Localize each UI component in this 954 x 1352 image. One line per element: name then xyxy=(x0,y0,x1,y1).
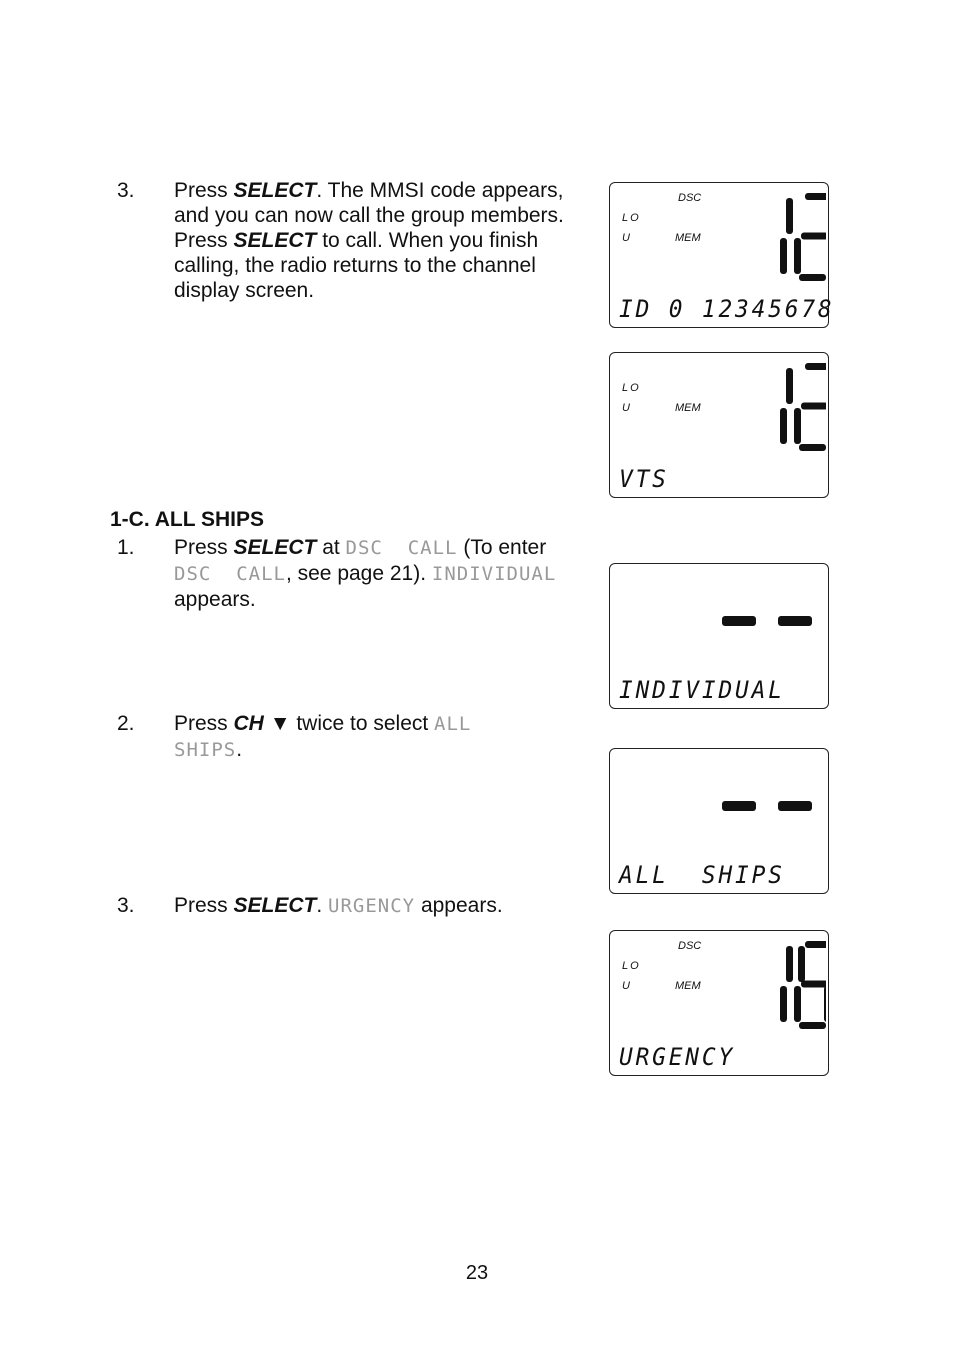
segment-d xyxy=(799,444,826,451)
step-number: 1. xyxy=(117,536,135,559)
text: Press xyxy=(174,712,234,735)
step-text xyxy=(174,178,584,303)
select-keyword: SELECT xyxy=(233,179,317,202)
segment-b xyxy=(786,368,793,404)
step-text xyxy=(174,711,514,763)
select-keyword: SELECT xyxy=(233,536,317,559)
segment-e xyxy=(794,238,801,274)
segment-b xyxy=(786,946,793,982)
ch-keyword: CH xyxy=(233,712,264,735)
text: twice to select xyxy=(290,712,435,735)
text: (To enter xyxy=(457,536,547,559)
dash-segment xyxy=(722,801,756,811)
text: appears. xyxy=(174,588,256,611)
lcd-display-urgency xyxy=(609,930,829,1076)
mem-indicator: MEM xyxy=(675,980,701,992)
channel-digits xyxy=(746,363,826,459)
lcd-message-line: INDIVIDUAL xyxy=(619,676,785,704)
segment-c xyxy=(780,986,787,1022)
lcd-display-vts xyxy=(609,352,829,498)
segment-c xyxy=(780,408,787,444)
text: . The MMSI code appears, and you can now call the group members. Press xyxy=(174,179,564,252)
text: , see page 21). xyxy=(285,562,432,585)
lcd-display-individual xyxy=(609,563,829,709)
lcd-message-line: ID 0 12345678 xyxy=(619,295,835,323)
channel-digits xyxy=(746,941,826,1037)
text: appears. xyxy=(415,894,503,917)
mem-indicator: MEM xyxy=(675,402,701,414)
dsc-indicator: DSC xyxy=(678,192,702,204)
segment-a xyxy=(805,193,826,200)
segment-c xyxy=(824,986,826,1022)
step-number: 3. xyxy=(117,179,135,202)
segment-a xyxy=(805,363,826,370)
channel-dashes xyxy=(722,612,818,632)
lo-indicator: LO xyxy=(622,382,641,394)
segment-d xyxy=(799,1022,826,1029)
segment-f xyxy=(798,946,805,982)
text: . xyxy=(236,738,243,761)
lcd-text-dsc-call: DSC CALL xyxy=(345,537,458,559)
text: Press xyxy=(174,894,234,917)
segment-d xyxy=(799,274,826,281)
segment-g xyxy=(801,233,826,240)
select-keyword: SELECT xyxy=(233,894,317,917)
u-indicator: U xyxy=(622,980,632,992)
lcd-text-individual: INDIVIDUAL xyxy=(431,563,557,585)
segment-c xyxy=(780,238,787,274)
lcd-display-id xyxy=(609,182,835,328)
dsc-indicator: DSC xyxy=(678,940,702,952)
section-heading: 1-C. ALL SHIPS xyxy=(110,508,265,531)
lcd-display-all-ships xyxy=(609,748,829,894)
text: . xyxy=(316,894,329,917)
segment-g xyxy=(801,403,826,410)
lcd-text-dsc-call: DSC CALL xyxy=(174,563,286,585)
segment-e xyxy=(794,986,801,1022)
page-number: 23 xyxy=(465,1262,489,1284)
segment-a xyxy=(805,941,826,948)
step-number: 3. xyxy=(117,894,135,917)
channel-digits xyxy=(746,193,826,289)
dash-segment xyxy=(778,616,812,626)
channel-dashes xyxy=(722,797,818,817)
down-arrow-icon: ▼ xyxy=(263,712,291,735)
lcd-message-line: ALL SHIPS xyxy=(619,861,785,889)
lo-indicator: LO xyxy=(622,960,641,972)
segment-b xyxy=(786,198,793,234)
dash-segment xyxy=(778,801,812,811)
lcd-text-urgency: URGENCY xyxy=(328,895,416,917)
lcd-text-all-ships: ALL SHIPS xyxy=(174,713,472,761)
step-text xyxy=(174,893,584,919)
text: Press xyxy=(174,536,234,559)
select-keyword: SELECT xyxy=(233,229,317,252)
segment-e xyxy=(794,408,801,444)
mem-indicator: MEM xyxy=(675,232,701,244)
text: Press xyxy=(174,179,234,202)
u-indicator: U xyxy=(622,232,632,244)
text: to call. When you finish calling, the radio returns to the channel display screen. xyxy=(174,229,539,302)
lcd-message-line: URGENCY xyxy=(619,1043,736,1071)
text: at xyxy=(316,536,346,559)
lcd-message-line: VTS xyxy=(619,465,669,493)
step-number: 2. xyxy=(117,712,135,735)
u-indicator: U xyxy=(622,402,632,414)
dash-segment xyxy=(722,616,756,626)
step-text xyxy=(174,535,594,612)
lo-indicator: LO xyxy=(622,212,641,224)
segment-g xyxy=(801,981,826,988)
